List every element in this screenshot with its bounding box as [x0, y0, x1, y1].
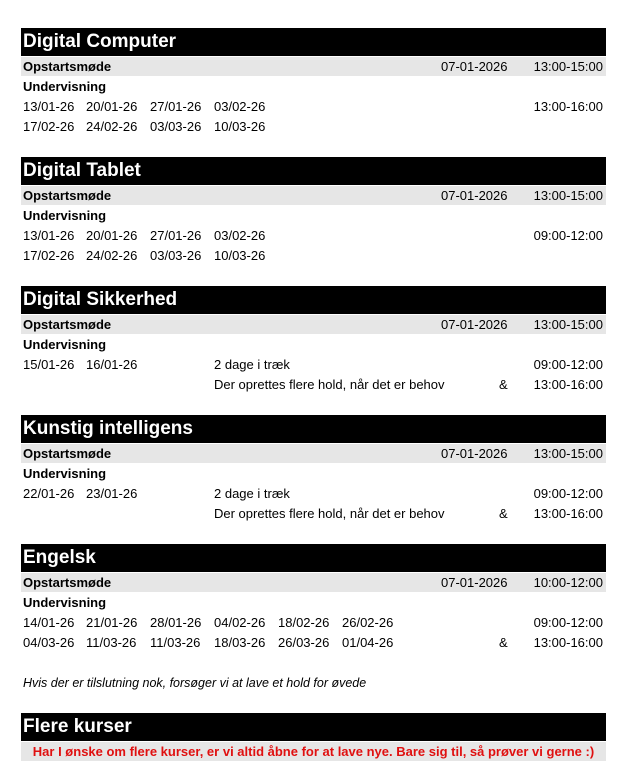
teaching-label: Undervisning: [23, 337, 107, 352]
section-title: Digital Tablet: [21, 157, 606, 185]
session-time: 13:00-16:00: [533, 377, 603, 392]
advanced-note: Hvis der er tilslutning nok, forsøger vi at lave et hold for øvede: [23, 676, 367, 690]
session-date: 26/02-26: [342, 615, 394, 630]
session-time: 09:00-12:00: [533, 615, 603, 630]
session-date: 03/02-26: [214, 99, 266, 114]
startup-label: Opstartsmøde: [23, 188, 112, 203]
section-title: Engelsk: [21, 544, 606, 572]
session-date: 03/03-26: [150, 119, 202, 134]
section-title: Kunstig intelligens: [21, 415, 606, 443]
session-date: 16/01-26: [86, 357, 138, 372]
more-courses-text: Har I ønske om flere kurser, er vi altid åbne for at lave nye. Bare sig til, så prøver vi gerne :): [21, 742, 606, 761]
startup-date: 07-01-2026: [441, 575, 508, 590]
teaching-label: Undervisning: [23, 595, 107, 610]
session-date: 18/02-26: [278, 615, 330, 630]
section-title: Digital Computer: [21, 28, 606, 56]
session-date: 17/02-26: [23, 248, 75, 263]
startup-date: 07-01-2026: [441, 446, 508, 461]
ampersand: &: [499, 377, 508, 392]
course-section: [21, 544, 606, 664]
session-time: 13:00-16:00: [533, 506, 603, 521]
teaching-label: Undervisning: [23, 208, 107, 223]
section-title: Digital Sikkerhed: [21, 286, 606, 314]
session-time: 09:00-12:00: [533, 228, 603, 243]
session-date: 24/02-26: [86, 119, 138, 134]
session-date: 17/02-26: [23, 119, 75, 134]
session-note: 2 dage i træk: [214, 486, 290, 501]
session-date: 11/03-26: [150, 635, 201, 650]
session-date: 21/01-26: [86, 615, 138, 630]
session-date: 03/02-26: [214, 228, 266, 243]
session-time: 09:00-12:00: [533, 486, 603, 501]
session-date: 15/01-26: [23, 357, 75, 372]
startup-date: 07-01-2026: [441, 188, 508, 203]
session-date: 10/03-26: [214, 248, 266, 263]
startup-row: [21, 57, 606, 76]
startup-label: Opstartsmøde: [23, 59, 112, 74]
startup-label: Opstartsmøde: [23, 575, 112, 590]
teaching-label: Undervisning: [23, 79, 107, 94]
course-section: [21, 28, 606, 148]
ampersand: &: [499, 506, 508, 521]
session-date: 03/03-26: [150, 248, 202, 263]
session-date: 14/01-26: [23, 615, 75, 630]
startup-date: 07-01-2026: [441, 59, 508, 74]
session-date: 18/03-26: [214, 635, 266, 650]
session-date: 04/02-26: [214, 615, 266, 630]
startup-row: [21, 573, 606, 592]
session-date: 20/01-26: [86, 99, 138, 114]
startup-row: [21, 315, 606, 334]
startup-row: [21, 186, 606, 205]
session-date: 23/01-26: [86, 486, 138, 501]
session-date: 13/01-26: [23, 228, 75, 243]
session-date: 13/01-26: [23, 99, 75, 114]
startup-date: 07-01-2026: [441, 317, 508, 332]
session-date: 20/01-26: [86, 228, 138, 243]
session-time: 09:00-12:00: [533, 357, 603, 372]
session-date: 11/03-26: [86, 635, 137, 650]
startup-time: 13:00-15:00: [533, 188, 603, 203]
startup-time: 13:00-15:00: [533, 59, 603, 74]
teaching-label: Undervisning: [23, 466, 107, 481]
session-time: 13:00-16:00: [533, 635, 603, 650]
session-date: 27/01-26: [150, 228, 202, 243]
startup-time: 10:00-12:00: [533, 575, 603, 590]
session-time: 13:00-16:00: [533, 99, 603, 114]
session-date: 22/01-26: [23, 486, 75, 501]
startup-label: Opstartsmøde: [23, 446, 112, 461]
course-section: [21, 157, 606, 277]
more-courses-title: Flere kurser: [21, 713, 606, 741]
session-date: 24/02-26: [86, 248, 138, 263]
course-section: [21, 415, 606, 535]
session-date: 28/01-26: [150, 615, 202, 630]
session-date: 26/03-26: [278, 635, 330, 650]
session-date: 27/01-26: [150, 99, 202, 114]
ampersand: &: [499, 635, 508, 650]
session-note: 2 dage i træk: [214, 357, 290, 372]
session-note: Der oprettes flere hold, når det er behov: [214, 377, 445, 392]
startup-label: Opstartsmøde: [23, 317, 112, 332]
startup-time: 13:00-15:00: [533, 317, 603, 332]
startup-time: 13:00-15:00: [533, 446, 603, 461]
session-date: 04/03-26: [23, 635, 75, 650]
session-date: 10/03-26: [214, 119, 266, 134]
session-note: Der oprettes flere hold, når det er behov: [214, 506, 445, 521]
session-date: 01/04-26: [342, 635, 394, 650]
course-section: [21, 286, 606, 406]
startup-row: [21, 444, 606, 463]
